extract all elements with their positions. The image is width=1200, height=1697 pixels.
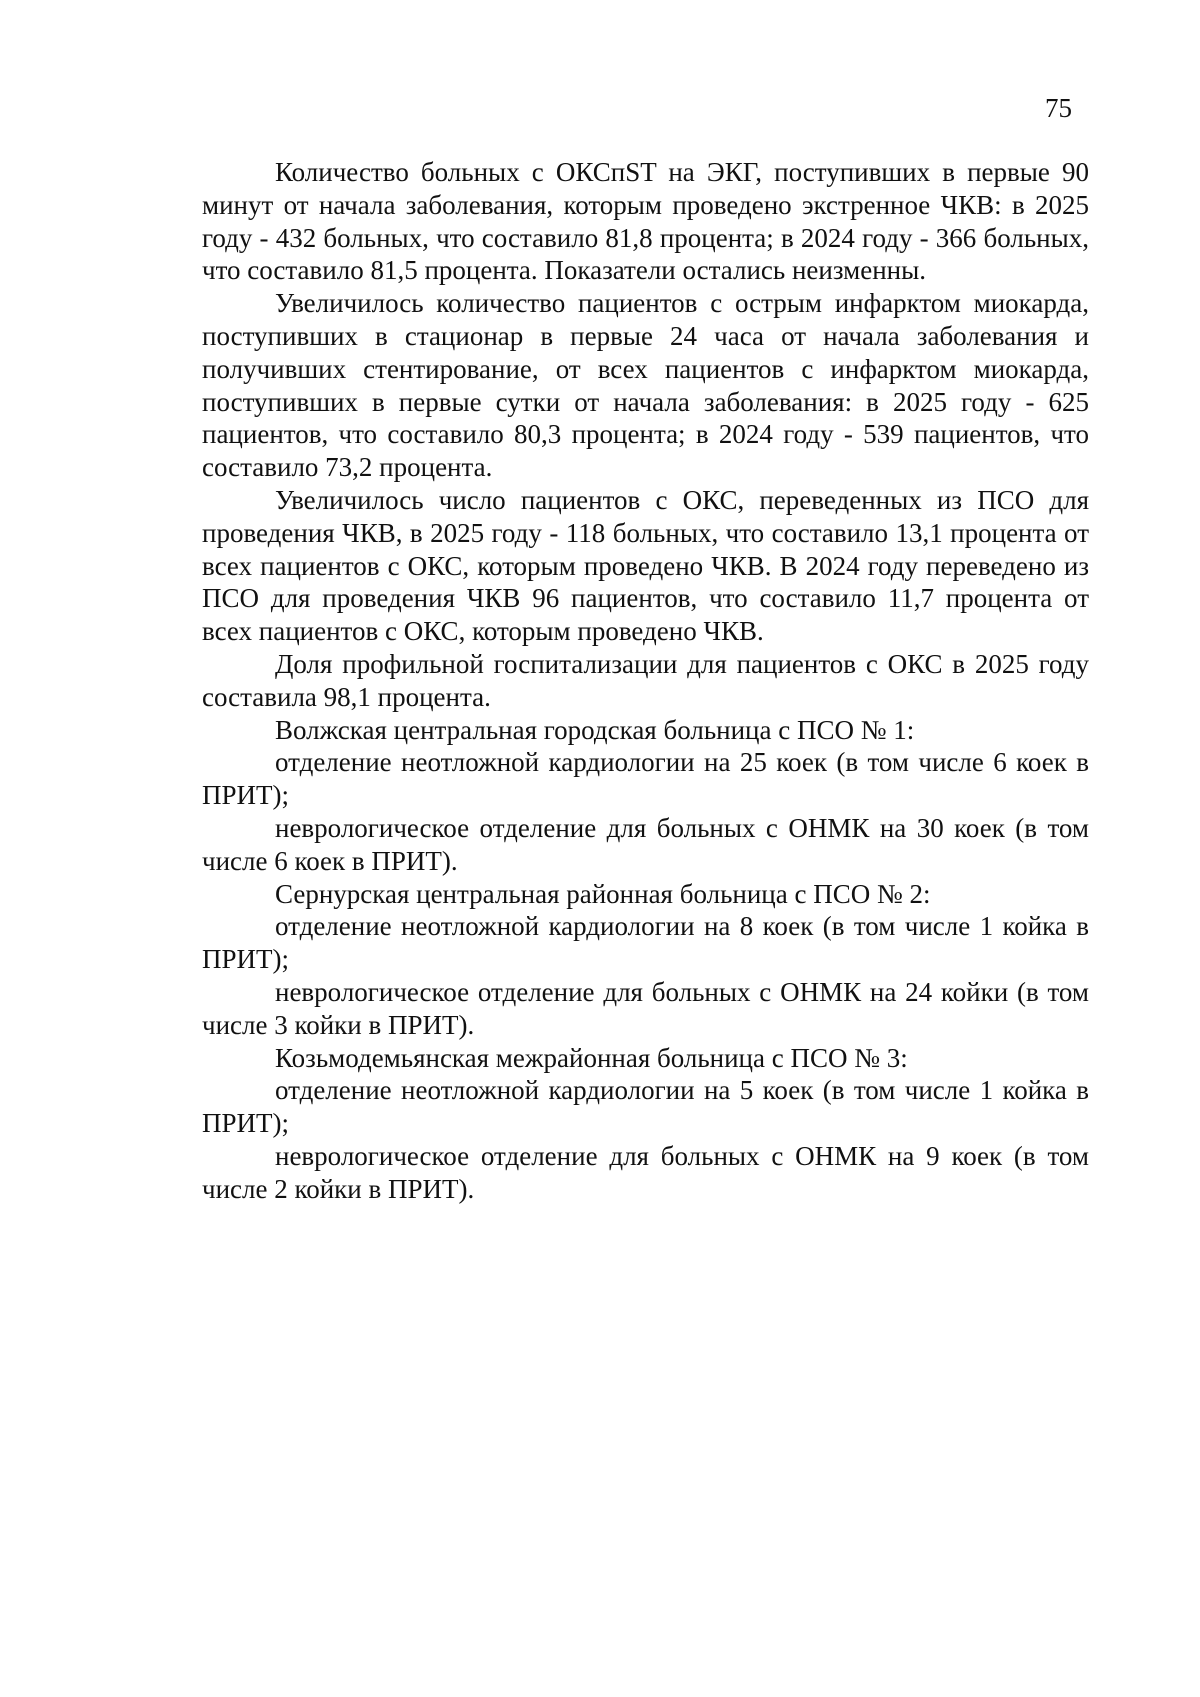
list-item-neurology-pso-1: неврологическое отделение для больных с ОНМК на 30 коек (в том числе 6 коек в ПРИТ). — [202, 812, 1089, 876]
paragraph-mi-stenting: Увеличилось количество пациентов с острым инфарктом миокарда, поступивших в стационар в первые 24 часа от начала заболевания и получивших стентирование, от всех пациентов с инфарктом миокарда, поступивших в первые сутки от начала заболевания: в 2025 году - 625 пациентов, что составило 80,3 процента; в 2024 году - 539 пациентов, что составило 73,2 процента. — [202, 288, 1089, 483]
list-item-cardiology-pso-2: отделение неотложной кардиологии на 8 коек (в том числе 1 койка в ПРИТ); — [202, 911, 1089, 975]
paragraph-profile-hospitalization: Доля профильной госпитализации для пациентов с ОКС в 2025 году составила 98,1 процента. — [202, 648, 1089, 712]
list-item-neurology-pso-3: неврологическое отделение для больных с ОНМК на 9 коек (в том числе 2 койки в ПРИТ). — [202, 1140, 1089, 1204]
page-number: 75 — [1045, 93, 1072, 123]
hospital-heading-pso-1: Волжская центральная городская больница с ПСО № 1: — [275, 714, 915, 745]
list-item-neurology-pso-2: неврологическое отделение для больных с ОНМК на 24 койки (в том числе 3 койки в ПРИТ). — [202, 976, 1089, 1040]
list-item-cardiology-pso-1: отделение неотложной кардиологии на 25 коек (в том числе 6 коек в ПРИТ); — [202, 747, 1089, 811]
paragraph-stemi-pci: Количество больных с ОКСпST на ЭКГ, поступивших в первые 90 минут от начала заболевания, которым проведено экстренное ЧКВ: в 2025 году - 432 больных, что составило 81,8 процента; в 2024 году - 366 больных, что составило 81,5 процента. Показатели остались неизменны. — [202, 157, 1089, 286]
hospital-heading-pso-3: Козьмодемьянская межрайонная больница с ПСО № 3: — [275, 1042, 908, 1073]
paragraph-acs-transfers: Увеличилось число пациентов с ОКС, переведенных из ПСО для проведения ЧКВ, в 2025 году - 118 больных, что составило 13,1 процента от всех пациентов с ОКС, которым проведено ЧКВ. В 2024 году переведено из ПСО для проведения ЧКВ 96 пациентов, что составило 11,7 процента от всех пациентов с ОКС, которым проведено ЧКВ. — [202, 484, 1089, 647]
hospital-heading-pso-2: Сернурская центральная районная больница с ПСО № 2: — [275, 878, 931, 909]
document-body — [202, 156, 1089, 1206]
list-item-cardiology-pso-3: отделение неотложной кардиологии на 5 коек (в том числе 1 койка в ПРИТ); — [202, 1075, 1089, 1139]
